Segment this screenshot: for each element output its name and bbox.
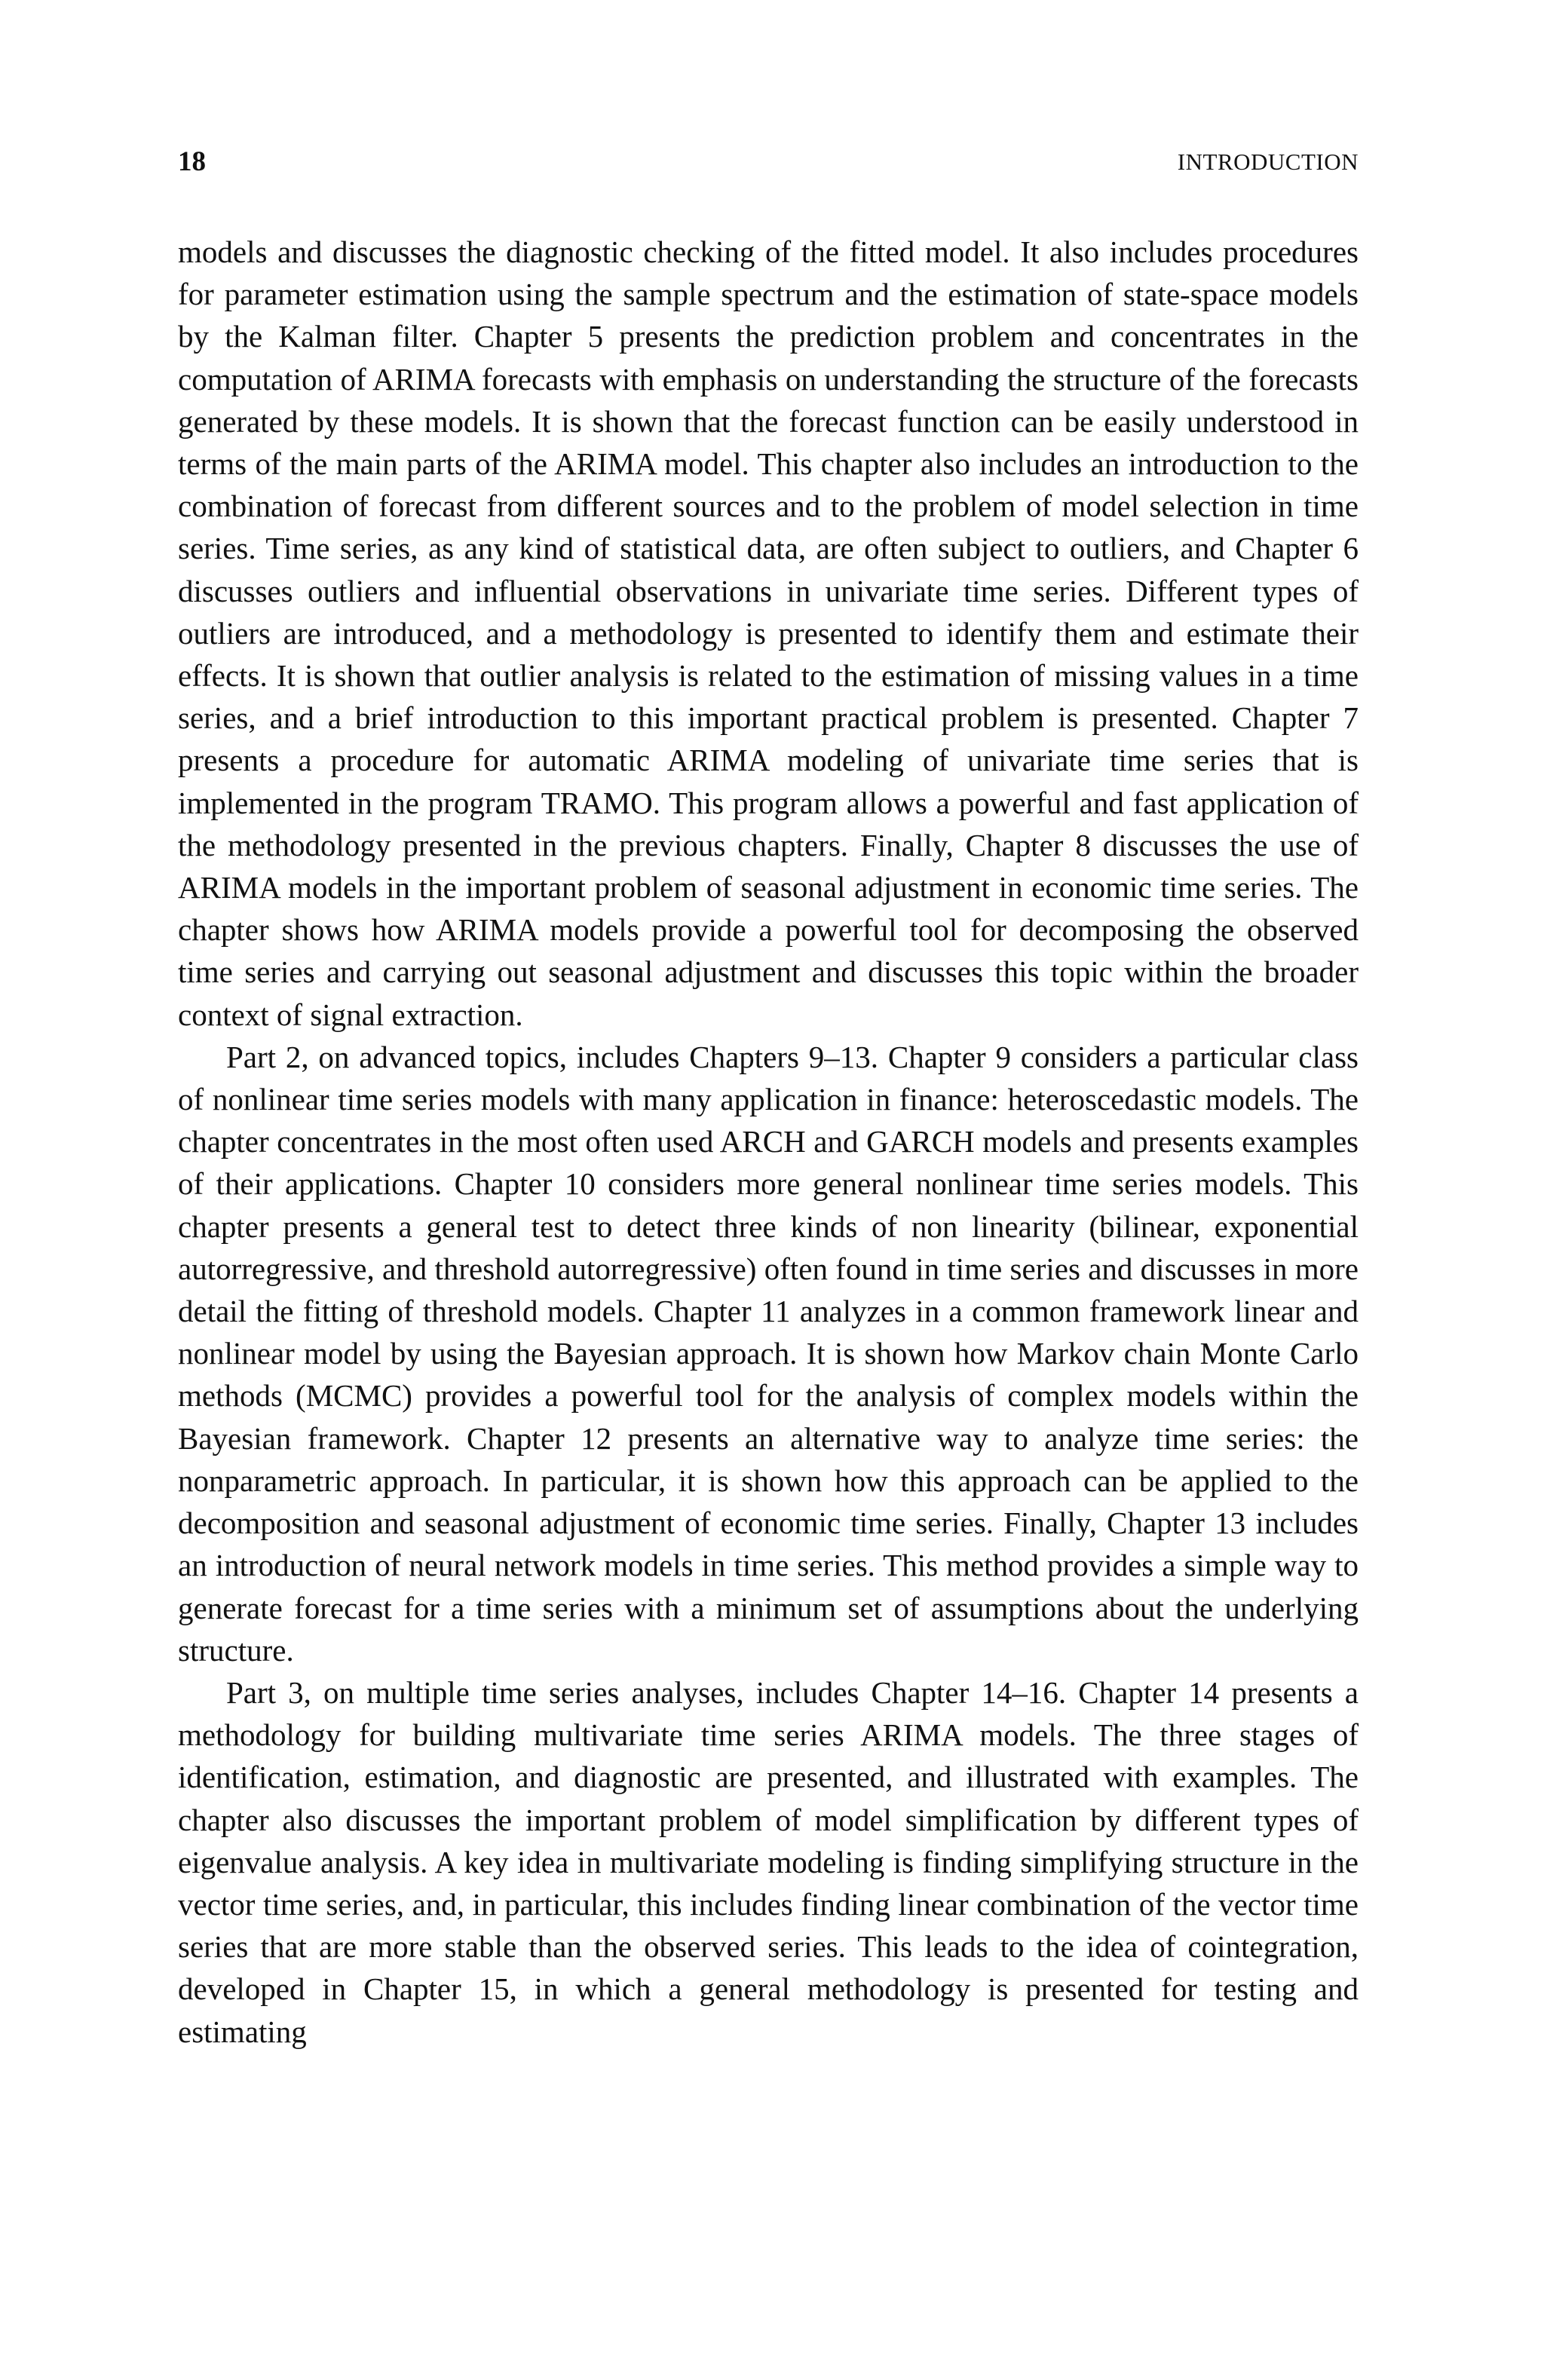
paragraph-part-3: Part 3, on multiple time series analyses, includes Chapter 14–16. Chapter 14 presents a methodology for building multivariate time series ARIMA models. The three stages of identification, estimation, and diagnostic are presented, and illustrated with examples. The chapter also discusses the important problem of model simplification by different types of eigenvalue analysis. A key idea in multivariate modeling is finding simplifying structure in the vector time series, and, in particular, this includes finding linear combination of the vector time series that are more stable than the observed series. This leads to the idea of cointegration, developed in Chapter 15, in which a general methodology is presented for testing and estimating [178,1674,1359,2049]
body-text [178,231,1359,2053]
paragraph-part-2: Part 2, on advanced topics, includes Chapters 9–13. Chapter 9 considers a particular class of nonlinear time series models with many application in finance: heteroscedastic models. The chapter concentrates in the most often used ARCH and GARCH models and presents examples of their applications. Chapter 10 considers more general nonlinear time series models. This chapter presents a general test to detect three kinds of non linearity (bilinear, exponential autorregressive, and threshold autorregressive) often found in time series and discusses in more detail the fitting of threshold models. Chapter 11 analyzes in a common framework linear and nonlinear model by using the Bayesian approach. It is shown how Markov chain Monte Carlo methods (MCMC) provides a powerful tool for the analysis of complex models within the Bayesian framework. Chapter 12 presents an alternative way to analyze time series: the nonparametric approach. In particular, it is shown how this approach can be applied to the decomposition and seasonal adjustment of economic time series. Finally, Chapter 13 includes an introduction of neural network models in time series. This method provides a simple way to generate forecast for a time series with a minimum set of assumptions about the underlying structure. [178,1039,1359,1668]
paragraph-chapter-overview: models and discusses the diagnostic checking of the fitted model. It also includes procedures for parameter estimation using the sample spectrum and the estimation of state-space models by the Kalman filter. Chapter 5 presents the prediction problem and concentrates in the computation of ARIMA forecasts with emphasis on understanding the structure of the forecasts generated by these models. It is shown that the forecast function can be easily understood in terms of the main parts of the ARIMA model. This chapter also includes an introduction to the combination of forecast from different sources and to the problem of model selection in time series. Time series, as any kind of statistical data, are often subject to outliers, and Chapter 6 discusses outliers and influential observations in univariate time series. Different types of outliers are introduced, and a methodology is presented to identify them and estimate their effects. It is shown that outlier analysis is related to the estimation of missing values in a time series, and a brief introduction to this important practical problem is presented. Chapter 7 presents a procedure for automatic ARIMA modeling of univariate time series that is implemented in the program TRAMO. This program allows a powerful and fast application of the methodology presented in the previous chapters. Finally, Chapter 8 discusses the use of ARIMA models in the important problem of seasonal adjustment in economic time series. The chapter shows how ARIMA models provide a powerful tool for decomposing the observed time series and carrying out seasonal adjustment and discusses this topic within the broader context of signal extraction. [178,234,1359,1032]
section-title: INTRODUCTION [1177,149,1359,175]
running-head [178,143,1359,181]
page-number: 18 [178,146,206,177]
